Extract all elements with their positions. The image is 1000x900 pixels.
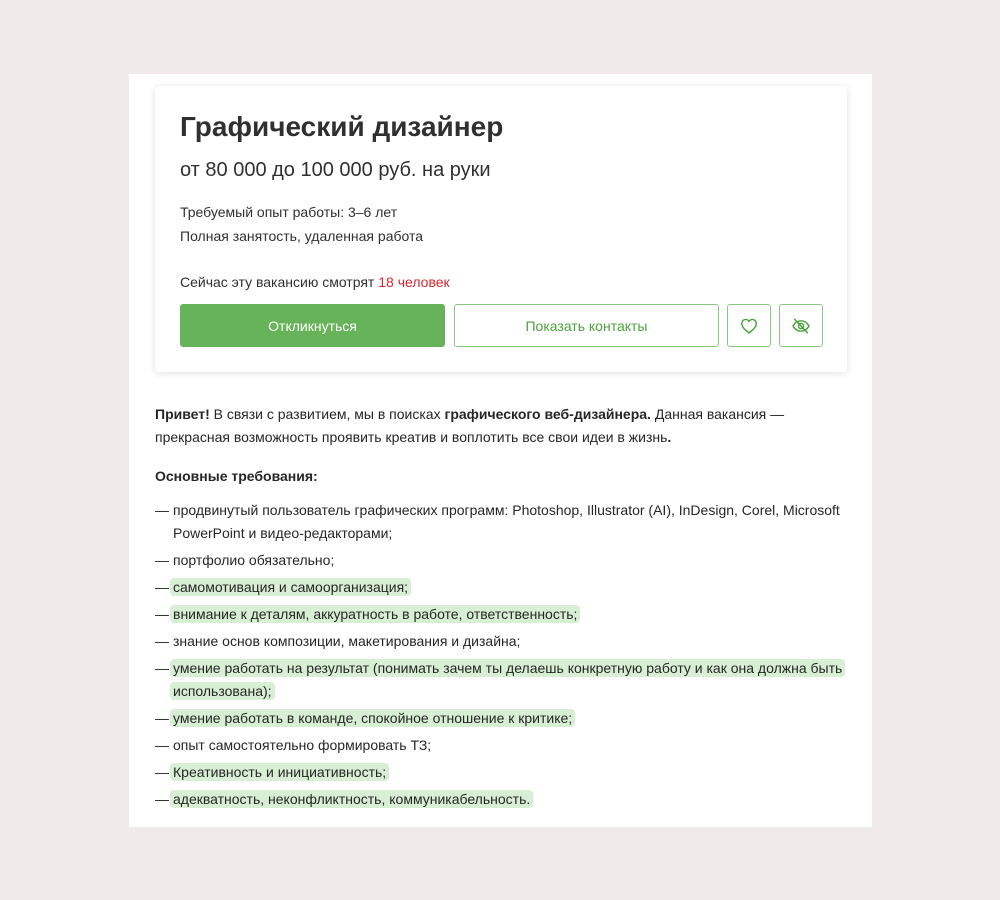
requirements-list [155,499,855,815]
vacancy-header-card [155,86,847,372]
requirement-item [155,576,855,599]
requirement-text: портфолио обязательно; [173,552,335,568]
requirements-title: Основные требования: [155,468,318,484]
intro-end: . [667,429,672,445]
requirement-item [155,734,855,757]
vacancy-title: Графический дизайнер [180,111,504,142]
favorite-button[interactable] [727,304,771,347]
requirement-text: Креативность и инициативность; [170,763,389,781]
viewers-count: 18 человек [378,274,450,290]
requirement-item [155,603,855,626]
requirement-item [155,499,855,545]
list-dash: — [155,502,169,518]
requirement-text: умение работать на результат (понимать зачем ты делаешь конкретную работу и как она должна быть использована); [170,659,845,700]
requirement-text: продвинутый пользователь графических программ: Photoshop, Illustrator (AI), InDesign, Corel, Microsoft PowerPoint и видео-редакторами; [173,502,840,541]
requirement-item [155,549,855,572]
requirement-text: знание основ композиции, макетирования и дизайна; [173,633,521,649]
list-dash: — [155,660,169,676]
list-dash: — [155,606,169,622]
intro-bold-role: графического веб-дизайнера. [444,406,651,422]
show-contacts-button[interactable]: Показать контакты [454,304,719,347]
list-dash: — [155,791,169,807]
hide-vacancy-button[interactable] [779,304,823,347]
requirement-item [155,707,855,730]
respond-button[interactable]: Откликнуться [180,304,445,347]
heart-icon [740,318,758,334]
requirement-item [155,657,855,703]
requirement-item [155,761,855,784]
requirement-text: опыт самостоятельно формировать ТЗ; [173,737,432,753]
requirement-item [155,788,855,811]
viewers-prefix: Сейчас эту вакансию смотрят [180,274,379,290]
list-dash: — [155,633,169,649]
list-dash: — [155,710,169,726]
vacancy-salary: от 80 000 до 100 000 руб. на руки [180,159,491,181]
requirement-text: умение работать в команде, спокойное отношение к критике; [170,709,575,727]
list-dash: — [155,737,169,753]
eye-off-icon [791,318,811,334]
vacancy-experience: Требуемый опыт работы: 3–6 лет [180,204,398,220]
viewers-info [180,273,450,291]
list-dash: — [155,579,169,595]
list-dash: — [155,552,169,568]
list-dash: — [155,764,169,780]
requirement-text: самомотивация и самоорганизация; [170,578,411,596]
intro-text-2: Данная вакансия — прекрасная возможность проявить креатив и воплотить все свои идеи в жизнь [155,406,785,445]
vacancy-description [155,403,855,807]
vacancy-employment: Полная занятость, удаленная работа [180,228,424,244]
requirement-item [155,630,855,653]
requirement-text: внимание к деталям, аккуратность в работе, ответственность; [170,605,580,623]
intro-greeting: Привет! [155,406,210,422]
vacancy-page [129,74,872,827]
requirement-text: адекватность, неконфликтность, коммуникабельность. [170,790,533,808]
intro-text-1: В связи с развитием, мы в поисках [209,406,445,422]
description-intro [155,403,855,449]
